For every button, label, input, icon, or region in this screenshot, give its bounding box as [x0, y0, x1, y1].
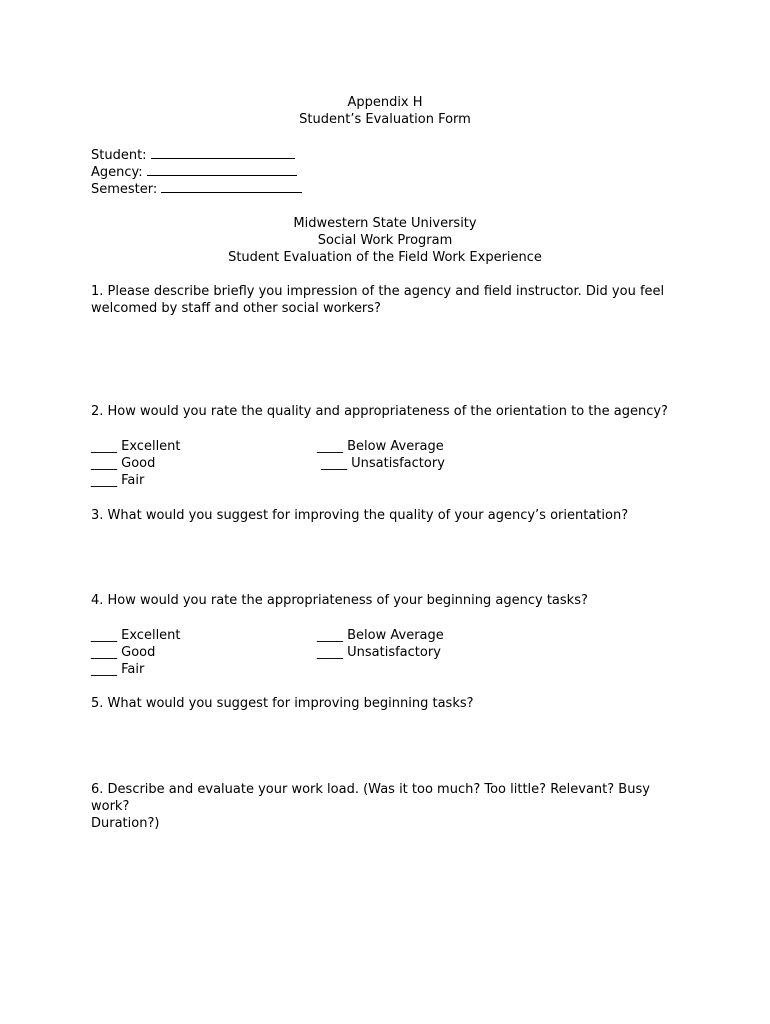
q4-option-unsatisfactory[interactable]: ____ Unsatisfactory — [317, 645, 441, 660]
q4-option-good[interactable]: ____ Good — [91, 645, 156, 660]
question-6 — [91, 781, 691, 832]
student-blank[interactable] — [151, 146, 295, 159]
question-3: 3. What would you suggest for improving the quality of your agency’s orientation? — [91, 508, 629, 523]
agency-blank[interactable] — [147, 163, 297, 176]
q2-option-fair[interactable]: ____ Fair — [91, 473, 145, 488]
program-name: Social Work Program — [317, 233, 453, 248]
student-field — [91, 146, 295, 164]
q4-option-fair[interactable]: ____ Fair — [91, 662, 145, 677]
q2-option-below-average[interactable]: ____ Below Average — [317, 439, 444, 454]
evaluation-title: Student Evaluation of the Field Work Experience — [228, 250, 542, 265]
semester-field — [91, 180, 302, 198]
form-title: Student’s Evaluation Form — [299, 112, 471, 127]
question-6-line-2: Duration?) — [91, 816, 160, 831]
question-4: 4. How would you rate the appropriateness of your beginning agency tasks? — [91, 593, 588, 608]
question-6-line-1: 6. Describe and evaluate your work load. (Was it too much? Too little? Relevant? Busy work? — [91, 782, 650, 814]
question-1-line-2: welcomed by staff and other social workers? — [91, 301, 381, 316]
q4-option-below-average[interactable]: ____ Below Average — [317, 628, 444, 643]
semester-blank[interactable] — [161, 180, 302, 193]
agency-label: Agency: — [91, 165, 143, 180]
question-1 — [91, 283, 691, 317]
semester-label: Semester: — [91, 182, 158, 197]
question-5: 5. What would you suggest for improving beginning tasks? — [91, 696, 474, 711]
question-2: 2. How would you rate the quality and appropriateness of the orientation to the agency? — [91, 404, 668, 419]
q4-option-excellent[interactable]: ____ Excellent — [91, 628, 181, 643]
q2-option-unsatisfactory[interactable]: ____ Unsatisfactory — [321, 456, 445, 471]
question-1-line-1: 1. Please describe briefly you impression of the agency and field instructor. Did you feel — [91, 284, 665, 299]
student-label: Student: — [91, 148, 147, 163]
appendix-label: Appendix H — [347, 95, 423, 110]
agency-field — [91, 163, 297, 181]
university-name: Midwestern State University — [293, 216, 477, 231]
q2-option-excellent[interactable]: ____ Excellent — [91, 439, 181, 454]
q2-option-good[interactable]: ____ Good — [91, 456, 156, 471]
